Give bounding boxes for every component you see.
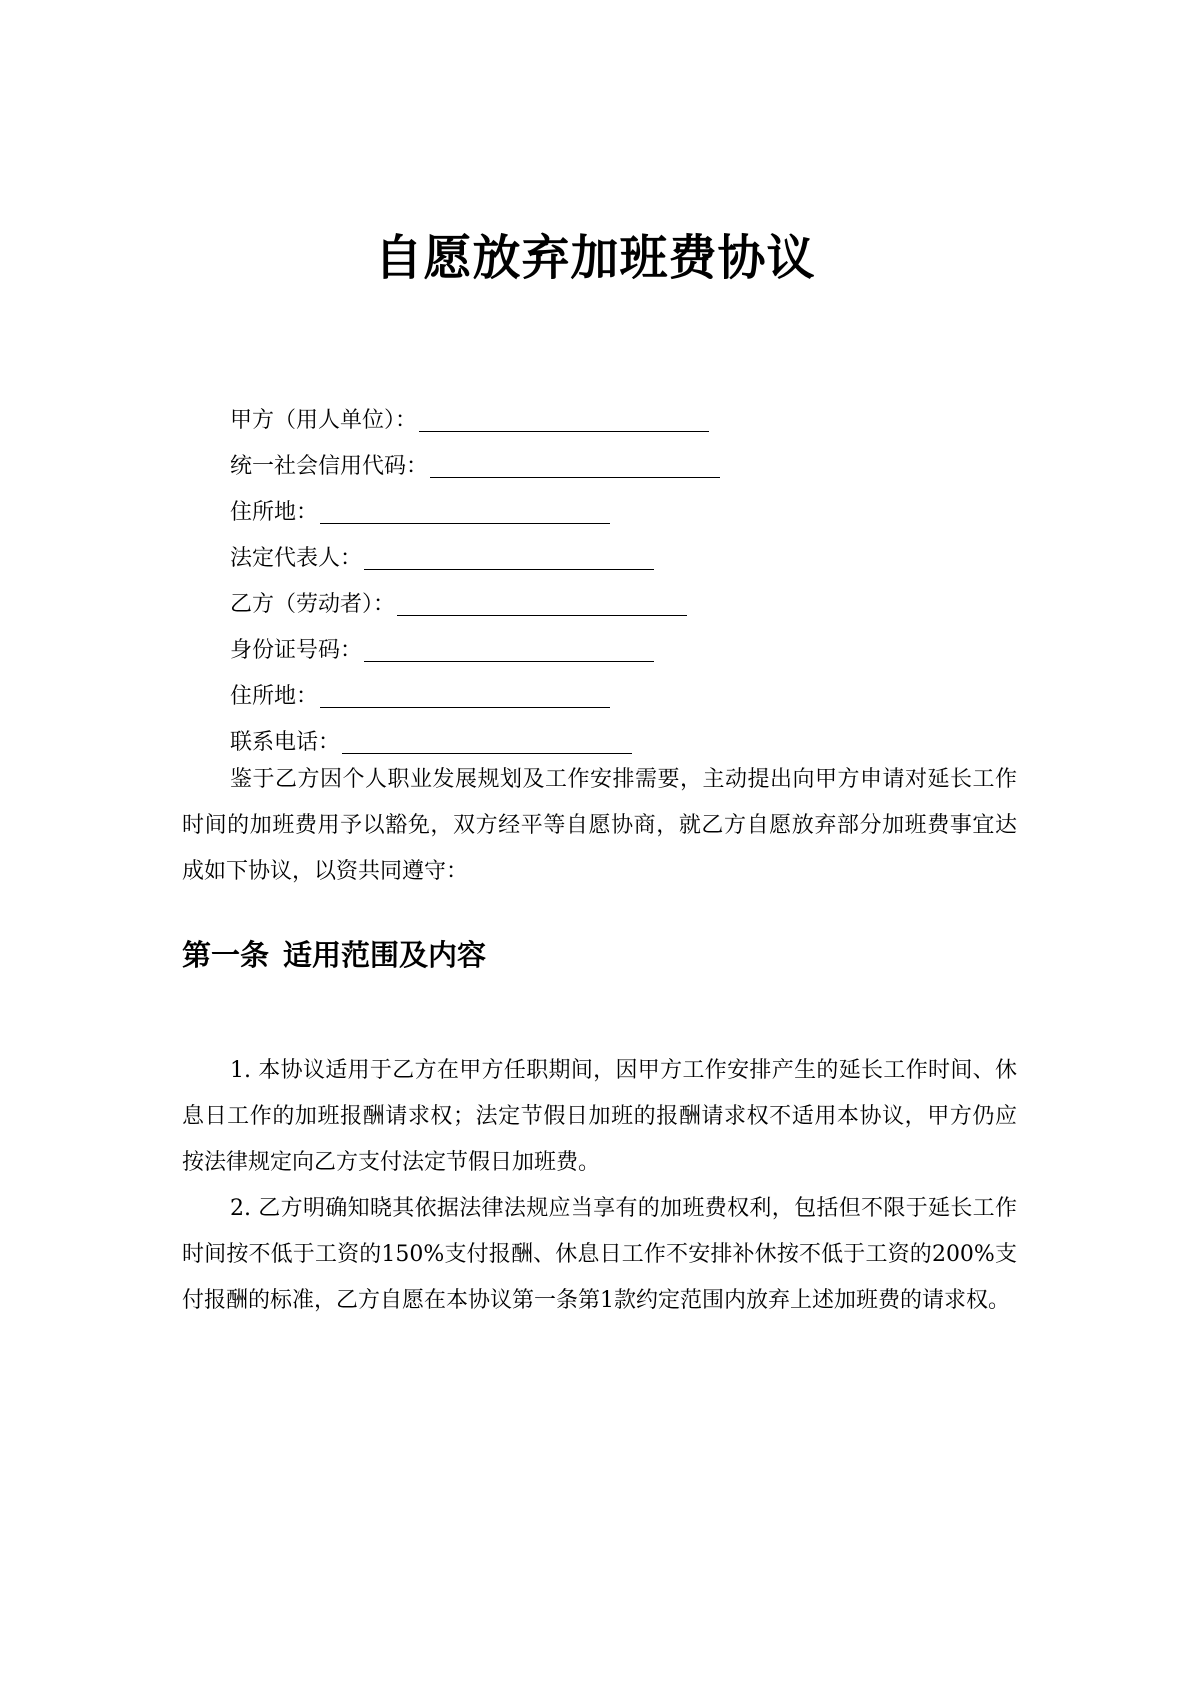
document-title: 自愿放弃加班费协议 <box>374 230 816 286</box>
fill-in-blank <box>397 591 687 616</box>
party-b-address-field <box>230 666 1030 712</box>
section-heading <box>182 935 486 975</box>
field-label: 住所地： <box>230 500 319 525</box>
fill-in-blank <box>320 683 610 708</box>
clause-paragraph: 1. 本协议适用于乙方在甲方任职期间，因甲方工作安排产生的延长工作时间、休息日工作的加班报酬请求权；法定节假日加班的报酬请求权不适用本协议，甲方仍应按法律规定向乙方支付法定节假日加班费。 <box>182 1058 1017 1175</box>
fill-in-blank <box>364 637 654 662</box>
intro-paragraph: 鉴于乙方因个人职业发展规划及工作安排需要，主动提出向甲方申请对延长工作时间的加班费用予以豁免，双方经平等自愿协商，就乙方自愿放弃部分加班费事宜达成如下协议，以资共同遵守： <box>182 767 1017 884</box>
field-label: 法定代表人： <box>230 546 363 571</box>
fill-in-blank <box>320 499 610 524</box>
fill-in-blank <box>430 453 720 478</box>
section-title: 适用范围及内容 <box>283 938 487 972</box>
section-number: 第一条 <box>182 938 270 972</box>
field-label: 身份证号码： <box>230 638 363 663</box>
party-a-address-field <box>230 482 1030 528</box>
fill-in-blank <box>419 407 709 432</box>
party-a-credit-code-field <box>230 436 1030 482</box>
field-label: 联系电话： <box>230 730 341 755</box>
phone-field <box>230 712 1030 758</box>
party-info-block <box>230 390 1030 758</box>
party-a-name-field <box>230 390 1030 436</box>
field-label: 住所地： <box>230 684 319 709</box>
fill-in-blank <box>342 729 632 754</box>
field-label: 乙方（劳动者）： <box>230 592 396 617</box>
id-number-field <box>230 620 1030 666</box>
clause-paragraph: 2. 乙方明确知晓其依据法律法规应当享有的加班费权利，包括但不限于延长工作时间按不低于工资的150%支付报酬、休息日工作不安排补休按不低于工资的200%支付报酬的标准，乙方自愿在本协议第一条第1款约定范围内放弃上述加班费的请求权。 <box>182 1196 1017 1313</box>
field-label: 甲方（用人单位）： <box>230 408 418 433</box>
field-label: 统一社会信用代码： <box>230 454 429 479</box>
party-b-name-field <box>230 574 1030 620</box>
legal-representative-field <box>230 528 1030 574</box>
fill-in-blank <box>364 545 654 570</box>
